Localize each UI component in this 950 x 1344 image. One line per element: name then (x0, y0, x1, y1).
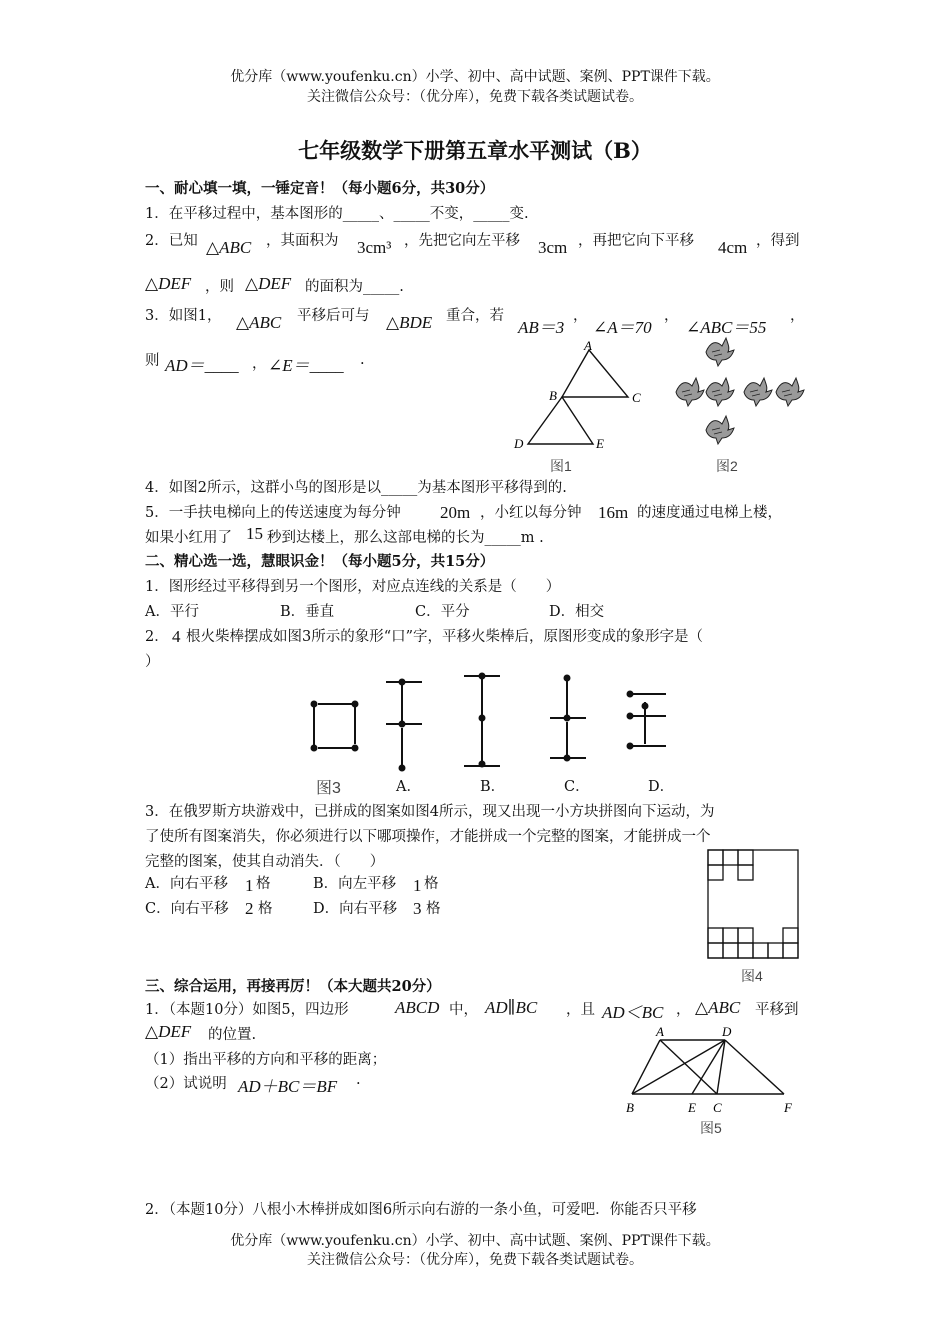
fig3-option-c (550, 676, 586, 761)
bird-icon (706, 378, 734, 406)
s1-question-4: 4．如图2所示，这群小鸟的图形是以_____为基本图形平移得到的. (145, 480, 567, 496)
s1-q3-math-6: AD＝____ (165, 356, 239, 375)
figure-2 (672, 336, 812, 456)
s1-q3-math-3: AB＝3 (518, 318, 565, 337)
bird-icon (706, 338, 734, 366)
s1-q3-text-b: 平移后可与 (297, 308, 370, 324)
s1-q2-math-1: △ABC (206, 238, 252, 257)
s1-q5-math-1: 20m (440, 503, 471, 522)
s1-q2-text-e: ，得到 (756, 233, 800, 249)
page-title: 七年级数学下册第五章水平测试（B） (298, 138, 652, 163)
triangle-bde (528, 397, 593, 444)
fig5-point-e: E (688, 1100, 696, 1115)
s1-q5-text-d: 如果小红用了 (145, 530, 232, 546)
s1-q2-math-6: △DEF (245, 274, 292, 293)
s3-q1-text-e: 平移到 (755, 1002, 799, 1018)
section1-heading: 一、耐心填一填，一锤定音！（每小题6分，共30分） (145, 180, 495, 197)
s1-q2-math-2: 3cm³ (357, 238, 392, 257)
s1-q3-sep-3: ， (790, 308, 805, 324)
s1-q3-math-1: △ABC (236, 313, 282, 332)
s1-question-1: 1．在平移过程中，基本图形的_____、_____不变，_____变. (145, 206, 529, 222)
s2-q1-option-b: B．垂直 (280, 604, 335, 620)
s1-q2-text-c: ，先把它向左平移 (404, 233, 520, 249)
s2-q1-option-d: D．相交 (549, 604, 605, 620)
s2-q2-math-1: 4 (172, 627, 181, 646)
figure-5 (620, 1022, 810, 1122)
s3-q1-part-2-end: . (356, 1072, 361, 1088)
s1-q5-text-b: ，小红以每分钟 (480, 505, 582, 521)
s3-q1-math-4: △ABC (695, 998, 741, 1017)
fig1-point-a: A (584, 338, 592, 353)
s3-q1-text-d: ， (676, 1002, 691, 1018)
fig3-option-a (386, 680, 422, 771)
header-line-1: 优分库（www.youfenku.cn）小学、初中、高中试题、案例、PPT课件下载。 (230, 69, 720, 85)
s2-question-1: 1．图形经过平移得到另一个图形，对应点连线的关系是（ ） (145, 579, 561, 595)
header-line-2: 关注微信公众号：（优分库），免费下载各类试题试卷。 (307, 89, 643, 105)
section2-heading: 二、精心选一选，慧眼识金！（每小题5分，共15分） (145, 553, 495, 570)
fig3-option-d (628, 692, 667, 749)
s3-q1-math-5: △DEF (145, 1022, 192, 1041)
s2-q3-line-1: 3．在俄罗斯方块游戏中，已拼成的图案如图4所示，现又出现一小方块拼图向下运动，为 (145, 804, 715, 820)
s1-q3-sep-4: ， (252, 356, 267, 372)
s2-q3-opt-a-text: A．向右平移 (145, 876, 228, 892)
s1-q2-text-g: 的面积为_____. (305, 279, 404, 295)
s1-q5-math-3: 15 (246, 524, 263, 543)
s3-q1-math-3: AD＜BC (602, 1003, 664, 1022)
fig1-point-e: E (596, 436, 604, 451)
s1-q3-text-c: 重合，若 (446, 308, 504, 324)
fig3-caption: 图3 (316, 780, 341, 797)
s1-q3-math-5: ∠ABC＝55 (686, 318, 767, 337)
s2-q3-opt-b-math: 1 (413, 876, 422, 895)
fig5-point-b: B (626, 1100, 634, 1115)
s2-q1-option-a: A．平行 (145, 604, 199, 620)
fig4-caption: 图4 (741, 968, 763, 984)
footer-line-2: 关注微信公众号：（优分库），免费下载各类试题试卷。 (307, 1252, 643, 1268)
s1-q2-text-b: ，其面积为 (266, 233, 339, 249)
fig1-point-c: C (632, 390, 641, 405)
fig1-point-b: B (549, 388, 557, 403)
triangle-abc (562, 350, 628, 397)
figure-1 (505, 340, 655, 470)
s3-q1-math-2: AD∥BC (485, 998, 538, 1017)
s2-q3-opt-b-unit: 格 (424, 876, 439, 892)
s1-q5-text-c: 的速度通过电梯上楼， (637, 505, 782, 521)
s1-q5-text-e: 秒到达楼上，那么这部电梯的长为_____m . (267, 530, 544, 546)
s2-q2-text-b: 根火柴棒摆成如图3所示的象形“口”字，平移火柴棒后，原图形变成的象形字是（ (186, 629, 704, 645)
s1-q5-math-2: 16m (598, 503, 629, 522)
s1-q2-text-d: ，再把它向下平移 (578, 233, 694, 249)
s2-q3-opt-c-unit: 格 (258, 901, 273, 917)
s3-q1-math-1: ABCD (395, 998, 440, 1017)
s2-q3-opt-a-unit: 格 (256, 876, 271, 892)
s2-q3-opt-c-math: 2 (245, 899, 254, 918)
bird-icon (776, 378, 804, 406)
fig1-caption: 图1 (550, 458, 572, 474)
s1-q2-math-3: 3cm (538, 238, 568, 257)
fig5-point-c: C (713, 1100, 722, 1115)
figure-4 (706, 848, 806, 960)
s2-q3-opt-d-math: 3 (413, 899, 422, 918)
figure-3 (300, 672, 680, 772)
fig5-point-a: A (656, 1024, 664, 1039)
s3-q1-part-1: （1）指出平移的方向和平移的距离； (145, 1052, 387, 1068)
s3-q1-text-a: 1．（本题10分）如图5，四边形 (145, 1002, 349, 1018)
fig4-falling-piece (708, 850, 753, 880)
s2-q3-opt-c-text: C．向右平移 (145, 901, 229, 917)
s2-q1-option-c: C．平分 (415, 604, 470, 620)
section3-heading: 三、综合运用，再接再厉！（本大题共20分） (145, 978, 441, 995)
s1-q3-math-2: △BDE (386, 313, 433, 332)
s2-q3-line-3: 完整的图案，使其自动消失．（ ） (145, 854, 385, 870)
s3-q1-text-b: 中， (449, 1002, 478, 1018)
fig5-caption: 图5 (700, 1120, 722, 1136)
fig3-label-a: A． (396, 779, 421, 795)
s3-q1-text-f: 的位置. (208, 1027, 257, 1043)
fig3-label-b: B． (480, 779, 506, 795)
s3-q1-part-2-text: （2）试说明 (145, 1076, 227, 1092)
s1-q3-sep-5: . (360, 352, 365, 368)
fig4-bottom-rows (708, 928, 798, 958)
s1-q3-math-4: ∠A＝70 (593, 318, 652, 337)
footer-line-1: 优分库（www.youfenku.cn）小学、初中、高中试题、案例、PPT课件下载。 (230, 1233, 720, 1249)
fig5-point-d: D (722, 1024, 732, 1039)
fig1-point-d: D (514, 436, 524, 451)
s1-q3-text-a: 3．如图1， (145, 308, 222, 324)
s3-q1-math-6: AD＋BC＝BF (238, 1077, 338, 1096)
s1-q2-text-a: 2．已知 (145, 233, 198, 249)
s2-q2-text-a: 2． (145, 629, 169, 645)
s1-q2-math-4: 4cm (718, 238, 748, 257)
s3-q1-text-c: ，且 (566, 1002, 595, 1018)
s2-q2-text-c: ） (145, 654, 160, 670)
fig3-original (312, 702, 358, 751)
fig2-caption: 图2 (716, 458, 738, 474)
s2-q3-opt-d-unit: 格 (426, 901, 441, 917)
s1-q3-text-d: 则 (145, 353, 160, 369)
s2-q3-line-2: 了使所有图案消失，你必须进行以下哪项操作，才能拼成一个完整的图案，才能拼成一个 (145, 829, 711, 845)
s1-q3-math-7: ∠E＝____ (268, 356, 344, 375)
fig3-option-b (464, 674, 500, 767)
s1-q3-sep-1: ， (573, 308, 588, 324)
s2-q3-opt-b-text: B．向左平移 (313, 876, 397, 892)
s3-question-2: 2．（本题10分）八根小木棒拼成如图6所示向右游的一条小鱼，可爱吧．你能否只平移 (145, 1202, 697, 1218)
s2-q3-opt-d-text: D．向右平移 (313, 901, 398, 917)
s2-q3-opt-a-math: 1 (245, 876, 254, 895)
fig3-label-c: C． (564, 779, 590, 795)
bird-icon (676, 378, 704, 406)
bird-icon (706, 416, 734, 444)
bird-icon (744, 378, 772, 406)
s1-q3-sep-2: ， (664, 308, 679, 324)
s1-q2-math-5: △DEF (145, 274, 192, 293)
fig5-point-f: F (784, 1100, 792, 1115)
fig3-label-d: D． (648, 779, 675, 795)
s1-q5-text-a: 5．一手扶电梯向上的传送速度为每分钟 (145, 505, 401, 521)
s1-q2-text-f: ，则 (205, 279, 234, 295)
